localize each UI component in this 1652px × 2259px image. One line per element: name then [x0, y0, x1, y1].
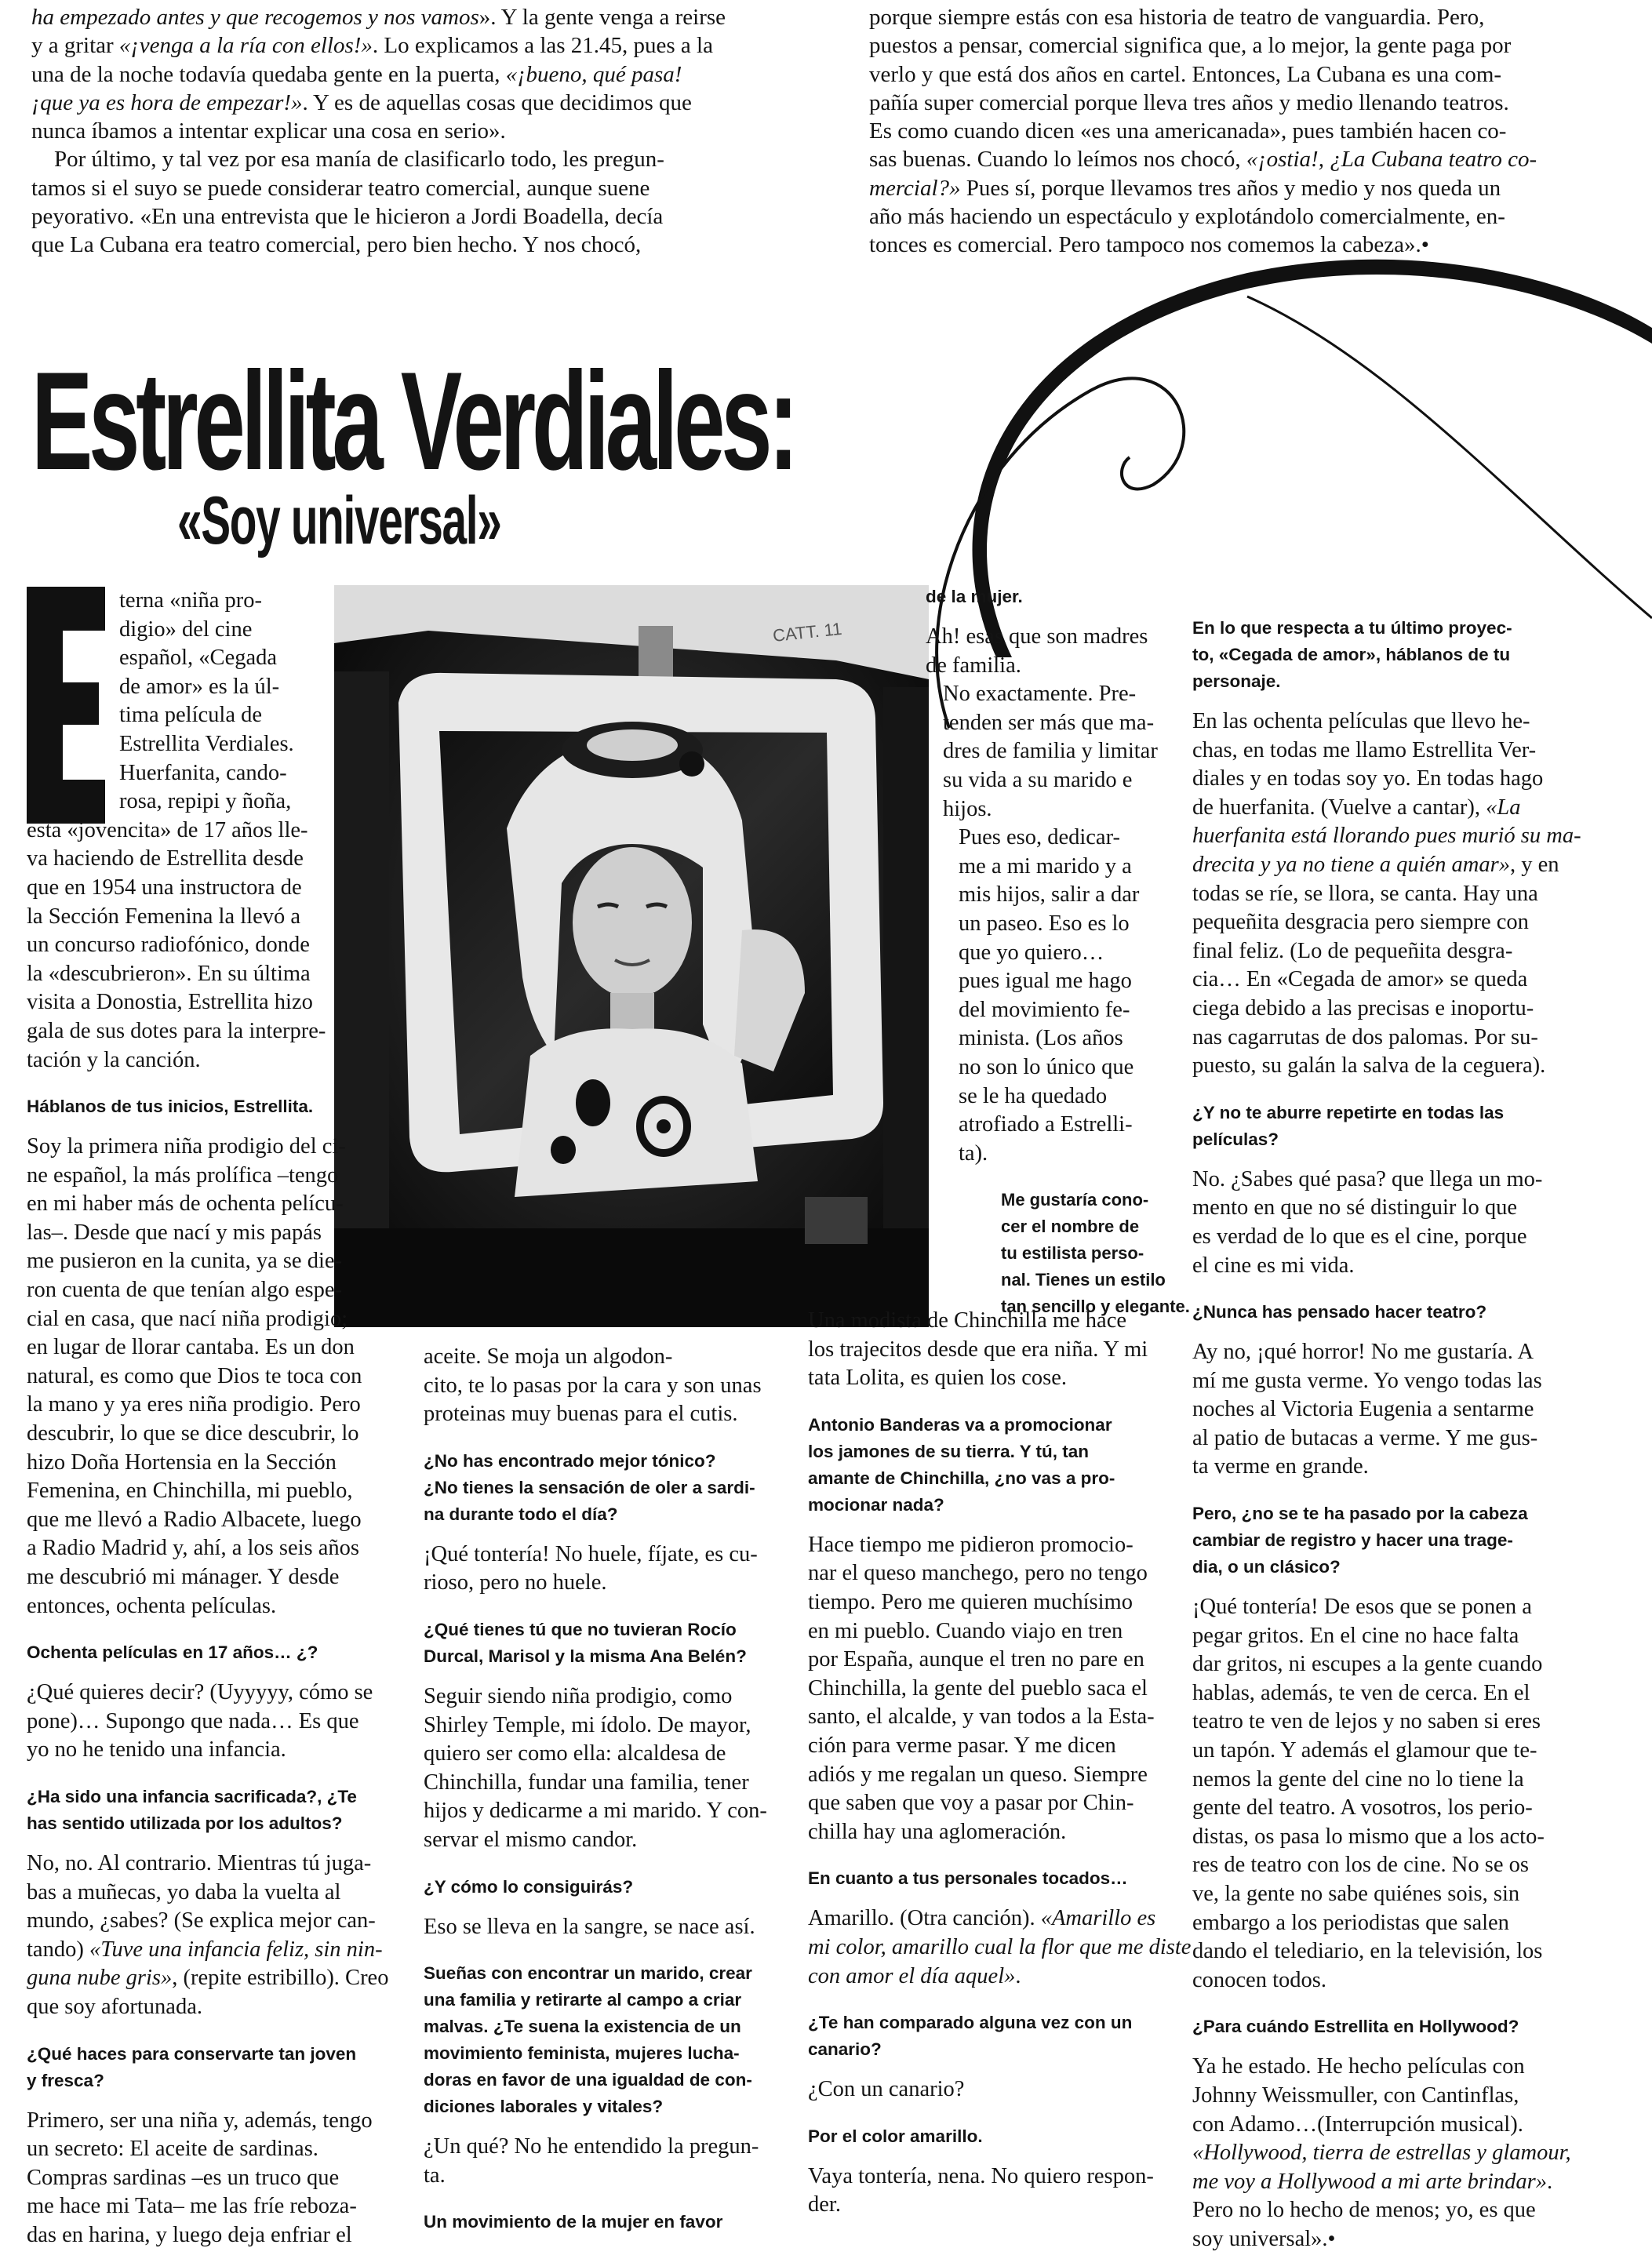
text-line: de huerfanita. (Vuelve a cantar), «La [1192, 795, 1521, 820]
text-line: natural, es como que Dios te toca con [27, 1363, 362, 1388]
answer [424, 2133, 777, 2190]
text-line: No, no. Al contrario. Mientras tú juga- [27, 1850, 372, 1875]
question [926, 1187, 1190, 1320]
question [808, 2010, 1161, 2063]
text-line: no son lo único que [959, 1054, 1134, 1079]
text-line: mento en que no sé distinguir lo que [1192, 1195, 1517, 1220]
text-line: Es como cuando dicen «es una americanada», pues también hacen co- [869, 118, 1507, 144]
text-line: adiós y me regalan un queso. Siempre [808, 1762, 1148, 1787]
text-line: noches al Victoria Eugenia a sentarme [1192, 1397, 1534, 1422]
text-line: tan sencillo y elegante. [1001, 1297, 1190, 1317]
text-line: ¿Un qué? No he entendido la pregun- [424, 2134, 759, 2159]
text-line: to, «Cegada de amor», háblanos de tu [1192, 645, 1511, 664]
text-line: y a gritar «¡venga a la ría con ellos!». Lo explicamos a las 21.45, pues a la [31, 33, 713, 59]
text-line: Por último, y tal vez por esa manía de clasificarlo todo, les pregun- [31, 147, 664, 173]
text-line: Una modista de Chinchilla me hace [808, 1308, 1126, 1333]
text-line: ¿No tienes la sensación de oler a sardi- [424, 1477, 755, 1497]
text-line: na durante todo el día? [424, 1504, 618, 1524]
text-line: hijos. [943, 796, 992, 821]
text-line: en lugar de llorar cantaba. Es un don [27, 1335, 355, 1360]
text-line: En lo que respecta a tu último proyec- [1192, 618, 1512, 638]
text-line: un paseo. Eso es lo [959, 911, 1130, 936]
text-line: En las ochenta películas que llevo he- [1192, 709, 1530, 733]
text-line: tonces es comercial. Pero tampoco nos comemos la cabeza».• [869, 232, 1429, 258]
text-line: peyorativo. «En una entrevista que le hicieron a Jordi Boadella, decía [31, 204, 664, 230]
text-line: conocen todos. [1192, 1967, 1326, 1992]
text-line: esta «jovencita» de 17 años lle- [27, 817, 308, 842]
text-line: soy universal».• [1192, 2226, 1336, 2251]
text-line: películas? [1192, 1129, 1279, 1149]
text-line: una familia y retirarte al campo a criar [424, 1990, 742, 2010]
text-line: Vaya tontería, nena. No quiero respon- [808, 2163, 1154, 2188]
question [1192, 615, 1547, 695]
text-line: yo no he tenido una infancia. [27, 1737, 286, 1762]
headline-subtitle: «Soy universal» [177, 483, 501, 558]
text-line: que La Cubana era teatro comercial, pero bien hecho. Y nos chocó, [31, 232, 642, 258]
text-line: tamos si el suyo se puede considerar teatro comercial, aunque suene [31, 175, 650, 201]
text-line: final feliz. (Lo de pequeñita desgra- [1192, 938, 1513, 963]
text-line: teatro te ven de lejos y no saben si eres [1192, 1709, 1541, 1734]
text-line: ta). [959, 1140, 988, 1166]
text-line: mí me gusta verme. Yo vengo todas las [1192, 1368, 1542, 1393]
text-line: tu estilista perso- [1001, 1243, 1144, 1264]
text-line: tata Lolita, es quien los cose. [808, 1366, 1068, 1391]
text-line: me hace mi Tata– me las fríe reboza- [27, 2194, 357, 2219]
article-column-2 [424, 1343, 777, 2235]
answer [27, 1850, 395, 2022]
question [1192, 1100, 1547, 1153]
top-column-right [869, 3, 1592, 260]
text-line: embargo a los periodistas que salen [1192, 1910, 1509, 1935]
text-line: rioso, pero no huele. [424, 1570, 607, 1595]
text-line: del movimiento fe- [959, 997, 1130, 1022]
text-line: quiero ser como ella: alcaldesa de [424, 1741, 726, 1766]
answer [926, 680, 1158, 824]
text-line: nemos la gente del cine no lo tiene la [1192, 1766, 1524, 1792]
article-column-4 [1192, 615, 1581, 2254]
text-line: español, «Cegada [119, 646, 278, 671]
text-line: en mi haber más de ochenta pelícu- [27, 1191, 344, 1217]
text-line: digio» del cine [119, 617, 253, 642]
text-line: Pero, ¿no se te ha pasado por la cabeza [1192, 1504, 1528, 1524]
text-line: rosa, repipi y ñoña, [119, 789, 292, 814]
text-line: hablas, además, te ven de cerca. En el [1192, 1680, 1530, 1705]
text-line: ciega debido a las precisas e inoportu- [1192, 995, 1534, 1020]
text-line: gente del teatro. A vosotros, los perio- [1192, 1795, 1533, 1821]
answer [1192, 1593, 1547, 1995]
text-line: mundo, ¿sabes? (Se explica mejor can- [27, 1908, 376, 1933]
text-line: distas, os pasa lo mismo que a los acto- [1192, 1824, 1545, 1849]
text-line: nal. Tienes un estilo [1001, 1270, 1166, 1290]
text-line: canario? [808, 2039, 882, 2060]
text-line: proteinas muy buenas para el cutis. [424, 1402, 738, 1427]
intro-long-lines [27, 817, 369, 1075]
text-line: un secreto: El aceite de sardinas. [27, 2137, 318, 2162]
text-line: ne español, la más prolífica –tengo [27, 1162, 339, 1188]
text-line: Shirley Temple, mi ídolo. De mayor, [424, 1712, 751, 1737]
answer [926, 623, 1148, 680]
answer [808, 1307, 1161, 1393]
answer [424, 1541, 777, 1598]
headline-title: Estrellita Verdiales: [31, 343, 795, 499]
text-line: ta verme en grande. [1192, 1454, 1369, 1479]
text-line: mi color, amarillo cual la flor que me diste [808, 1934, 1192, 1959]
text-line: mercial?» Pues sí, porque llevamos tres años y medio y nos queda un [869, 175, 1501, 201]
text-line: Johnny Weissmuller, con Cantinflas, [1192, 2083, 1519, 2108]
text-line: malvas. ¿Te suena la existencia de un [424, 2017, 741, 2037]
answer [808, 2163, 1161, 2220]
text-line: visita a Donostia, Estrellita hizo [27, 990, 313, 1015]
text-line: me a mi marido y a [959, 853, 1132, 878]
text-line: nar el queso manchego, pero no tengo [808, 1561, 1148, 1586]
text-line: Femenina, en Chinchilla, mi pueblo, [27, 1479, 353, 1504]
text-line: Hace tiempo me pidieron promocio- [808, 1532, 1133, 1557]
text-line: «Hollywood, tierra de estrellas y glamour, [1192, 2141, 1571, 2166]
answer-continuation [424, 1343, 777, 1429]
text-line: tima película de [119, 703, 263, 728]
text-line: porque siempre estás con esa historia de teatro de vanguardia. Pero, [869, 5, 1485, 30]
text-line: Chinchilla, la gente del pueblo saca el [808, 1675, 1148, 1701]
text-line: puestos a pensar, comercial significa que, a lo mejor, la gente paga por [869, 33, 1512, 59]
text-line: una de la noche todavía quedaba gente en la puerta, «¡bueno, qué pasa! [31, 61, 682, 87]
text-line: servar el mismo candor. [424, 1827, 638, 1852]
answer [1192, 2053, 1571, 2254]
text-line: Ya he estado. He hecho películas con [1192, 2054, 1525, 2079]
text-line: cial en casa, que nací niña prodigio; [27, 1306, 348, 1331]
text-line: der. [808, 2192, 841, 2217]
answer [1192, 1338, 1547, 1482]
text-line: la mano y ya eres niña prodigio. Pero [27, 1392, 361, 1417]
text-line: das en harina, y luego deja enfriar el [27, 2222, 352, 2247]
text-line: tiempo. Pero me quieren muchísimo [808, 1589, 1133, 1614]
question: Ochenta películas en 17 años… ¿? [27, 1642, 318, 1663]
text-line: Antonio Banderas va a promocionar [808, 1414, 1112, 1435]
text-line: Estrellita Verdiales. [119, 731, 294, 756]
text-line: diciones laborales y vitales? [424, 2097, 664, 2117]
text-line: ¡Qué tontería! No huele, fíjate, es cu- [424, 1541, 758, 1566]
text-line: los trajecitos desde que era niña. Y mi [808, 1337, 1148, 1362]
text-line: entonces, ochenta películas. [27, 1593, 277, 1618]
article-column-1 [27, 587, 389, 2250]
text-line: tación y la canción. [27, 1047, 201, 1072]
text-line: Me gustaría cono- [1001, 1190, 1149, 1210]
text-line: la Sección Femenina la llevó a [27, 904, 300, 929]
text-line: ta. [424, 2163, 446, 2188]
answer [27, 1679, 395, 1765]
text-line: de familia. [926, 653, 1021, 678]
text-line: res de teatro con los de cine. No se os [1192, 1853, 1529, 1878]
text-line: tenden ser más que ma- [943, 710, 1155, 735]
text-line: Sueñas con encontrar un marido, crear [424, 1963, 752, 1984]
text-line: santo, el alcalde, y van todos a la Esta- [808, 1704, 1155, 1730]
question: Háblanos de tus inicios, Estrellita. [27, 1097, 314, 1117]
text-line: con amor el día aquel». [808, 1963, 1021, 1988]
text-line: los jamones de su tierra. Y tú, tan [808, 1441, 1090, 1461]
text-line: me pusieron en la cunita, ya se die- [27, 1249, 343, 1274]
text-line: el cine es mi vida. [1192, 1253, 1355, 1278]
text-line: ¿Qué tienes tú que no tuvieran Rocío [424, 1619, 737, 1639]
answer [808, 1531, 1161, 1847]
text-line: ¿Te han comparado alguna vez con un [808, 2013, 1133, 2033]
text-line: con Adamo…(Interrupción musical). [1192, 2112, 1523, 2137]
text-line: hizo Doña Hortensia en la Sección [27, 1450, 337, 1475]
text-line: que saben que voy a pasar por Chin- [808, 1791, 1134, 1816]
text-line: terna «niña pro- [119, 588, 263, 613]
text-line: dar gritos, ni escupes a la gente cuando [1192, 1652, 1543, 1677]
text-line: pues igual me hago [959, 969, 1132, 994]
text-line: chas, en todas me llamo Estrellita Ver- [1192, 737, 1537, 762]
text-line: por España, aunque el tren no pare en [808, 1647, 1144, 1672]
text-line: Chinchilla, fundar una familia, tener [424, 1770, 749, 1795]
text-line: No. ¿Sabes qué pasa? que llega un mo- [1192, 1166, 1543, 1191]
text-line: drecita y ya no tiene a quién amar», y en [1192, 852, 1559, 877]
text-line: de amor» es la úl- [119, 674, 280, 699]
text-line: pequeñita desgracia pero siempre con [1192, 910, 1529, 935]
text-line: cambiar de registro y hacer una trage- [1192, 1530, 1513, 1551]
question [424, 1960, 777, 2120]
question: En cuanto a tus personales tocados… [808, 1868, 1128, 1889]
text-line: minista. (Los años [959, 1026, 1123, 1051]
text-line: sas buenas. Cuando lo leímos nos chocó, «¡ostia!, ¿La Cubana teatro co- [869, 147, 1537, 173]
text-line: que en 1954 una instructora de [27, 875, 302, 900]
question: Un movimiento de la mujer en favor [424, 2212, 723, 2232]
text-line: cer el nombre de [1001, 1217, 1140, 1237]
text-line: ¿No has encontrado mejor tónico? [424, 1450, 716, 1471]
text-line: Ay no, ¡qué horror! No me gustaría. A [1192, 1340, 1534, 1365]
text-line: hijos y dedicarme a mi marido. Y con- [424, 1799, 767, 1824]
answer [27, 2107, 395, 2250]
text-line: las–. Desde que nací y mis papás [27, 1220, 322, 1245]
text-line: dando el telediario, en la televisión, los [1192, 1939, 1543, 1964]
text-line: cia… En «Cegada de amor» se queda [1192, 967, 1528, 992]
text-line: ¿Qué quieres decir? (Uyyyyy, cómo se [27, 1680, 373, 1705]
photo-scrawl: CATT. 11 [771, 618, 843, 646]
text-line: descubrir, lo que se dice descubrir, lo [27, 1421, 359, 1446]
text-line: va haciendo de Estrellita desde [27, 846, 304, 871]
text-line: doras en favor de una igualdad de con- [424, 2070, 752, 2090]
text-line: ¡Qué tontería! De esos que se ponen a [1192, 1595, 1532, 1620]
text-line: ¿Y no te aburre repetirte en todas las [1192, 1102, 1505, 1122]
text-line: Compras sardinas –es un truco que [27, 2165, 340, 2190]
question [27, 2041, 362, 2094]
answer: Eso se lleva en la sangre, se nace así. [424, 1914, 755, 1939]
text-line: que soy afortunada. [27, 1994, 202, 2019]
text-line: puesto, su galán la salva de la ceguera). [1192, 1053, 1546, 1079]
text-line: pañía super comercial porque lleva tres años y medio llenando teatros. [869, 89, 1509, 115]
text-line: dia, o un clásico? [1192, 1557, 1341, 1577]
text-line: atrofiado a Estrelli- [959, 1112, 1133, 1137]
text-line: No exactamente. Pre- [943, 682, 1137, 707]
question: ¿Nunca has pensado hacer teatro? [1192, 1302, 1487, 1322]
text-line: se le ha quedado [959, 1083, 1108, 1108]
text-line: un concurso radiofónico, donde [27, 933, 310, 958]
photo-estrellita-mirror [334, 585, 929, 1327]
text-line: todas se ríe, se llora, se canta. Hay una [1192, 881, 1538, 906]
text-line: tando) «Tuve una infancia feliz, sin nin- [27, 1937, 383, 1962]
text-line: mis hijos, salir a dar [959, 882, 1140, 908]
question: Por el color amarillo. [808, 2126, 983, 2146]
answer [27, 1133, 395, 1621]
text-line: pegar gritos. En el cine no hace falta [1192, 1623, 1519, 1648]
text-line: Amarillo. (Otra canción). «Amarillo es [808, 1906, 1156, 1931]
text-line: que yo quiero… [959, 940, 1104, 965]
text-line: un tapón. Y además el glamour que te- [1192, 1738, 1537, 1763]
answer [1192, 708, 1581, 1081]
answer: ¿Con un canario? [808, 2077, 965, 2102]
text-line: al patio de butacas a verme. Y me gus- [1192, 1425, 1538, 1450]
text-line: nunca íbamos a intentar explicar una cosa en serio». [31, 118, 506, 144]
text-line: ¿Qué haces para conservarte tan joven [27, 2043, 357, 2064]
text-line: me voy a Hollywood a mi arte brindar». [1192, 2169, 1553, 2194]
text-line: guna nube gris», (repite estribillo). Creo [27, 1966, 389, 1991]
question: ¿Para cuándo Estrellita en Hollywood? [1192, 2017, 1519, 2037]
question [808, 1412, 1161, 1519]
text-line: Soy la primera niña prodigio del ci- [27, 1134, 346, 1159]
text-line: mocionar nada? [808, 1494, 944, 1515]
text-line: amante de Chinchilla, ¿no vas a pro- [808, 1468, 1115, 1488]
answer [926, 824, 1140, 1168]
text-line: en mi pueblo. Cuando viajo en tren [808, 1618, 1123, 1643]
question: ¿Y cómo lo consiguirás? [424, 1876, 634, 1897]
text-line: Pero no lo hecho de menos; yo, es que [1192, 2198, 1536, 2223]
text-line: ve, la gente no sabe quiénes sois, sin [1192, 1882, 1520, 1906]
text-line: ron cuenta de que tenían algo espe- [27, 1278, 342, 1303]
text-line: Ah! esas que son madres [926, 624, 1148, 649]
text-line: pone)… Supongo que nada… Es que [27, 1708, 359, 1733]
question [424, 1617, 777, 1670]
text-line: y fresca? [27, 2070, 104, 2090]
text-line: ¿Ha sido una infancia sacrificada?, ¿Te [27, 1786, 357, 1806]
text-line: Durcal, Marisol y la misma Ana Belén? [424, 1646, 747, 1666]
text-line: la «descubrieron». En su última [27, 961, 311, 986]
question-continuation: de la mujer. [926, 587, 1023, 606]
text-line: Huerfanita, cando- [119, 760, 287, 785]
text-line: es verdad de lo que es el cine, porque [1192, 1224, 1527, 1249]
answer [808, 1904, 1192, 1991]
question [27, 1784, 362, 1837]
text-line: movimiento feminista, mujeres lucha- [424, 2043, 740, 2064]
text-line: ¡que ya es hora de empezar!». Y es de aquellas cosas que decidimos que [31, 89, 692, 115]
text-line: ha empezado antes y que recogemos y nos vamos». Y la gente venga a reirse [31, 5, 726, 30]
text-line: Primero, ser una niña y, además, tengo [27, 2108, 373, 2133]
text-line: me descubrió mi mánager. Y desde [27, 1565, 340, 1589]
text-line: su vida a su marido e [943, 767, 1133, 792]
article-column-3 [926, 584, 1190, 1320]
text-line: personaje. [1192, 671, 1281, 691]
text-line: gala de sus dotes para la interpre- [27, 1018, 326, 1043]
text-line: Seguir siendo niña prodigio, como [424, 1683, 733, 1708]
text-line: Pues eso, dedicar- [959, 825, 1120, 850]
question [1192, 1501, 1547, 1581]
text-line: nas cagarrutas de dos palomas. Por su- [1192, 1024, 1538, 1049]
text-line: has sentido utilizada por los adultos? [27, 1813, 343, 1833]
intro-short-lines [119, 587, 326, 817]
text-line: huerfanita está llorando pues murió su ma- [1192, 824, 1581, 849]
text-line: cito, te lo pasas por la cara y son unas [424, 1373, 762, 1398]
answer [424, 1682, 777, 1855]
text-line: a Radio Madrid y, ahí, a los seis años [27, 1536, 359, 1561]
text-line: aceite. Se moja un algodon- [424, 1344, 673, 1369]
text-line: bas a muñecas, yo daba la vuelta al [27, 1879, 341, 1904]
question [424, 1448, 777, 1528]
text-line: ción para verme pasar. Y me dicen [808, 1733, 1116, 1758]
text-line: verlo y que está dos años en cartel. Entonces, La Cubana es una com- [869, 61, 1502, 87]
text-line: diales y en todas soy yo. En todas hago [1192, 766, 1544, 791]
answer [1192, 1166, 1547, 1280]
text-line: dres de familia y limitar [943, 739, 1158, 764]
top-column-left [31, 3, 742, 260]
text-line: año más haciendo un espectáculo y explotándolo comercialmente, en- [869, 204, 1505, 230]
text-line: chilla hay una aglomeración. [808, 1819, 1067, 1844]
text-line: que me llevó a Radio Albacete, luego [27, 1507, 362, 1532]
